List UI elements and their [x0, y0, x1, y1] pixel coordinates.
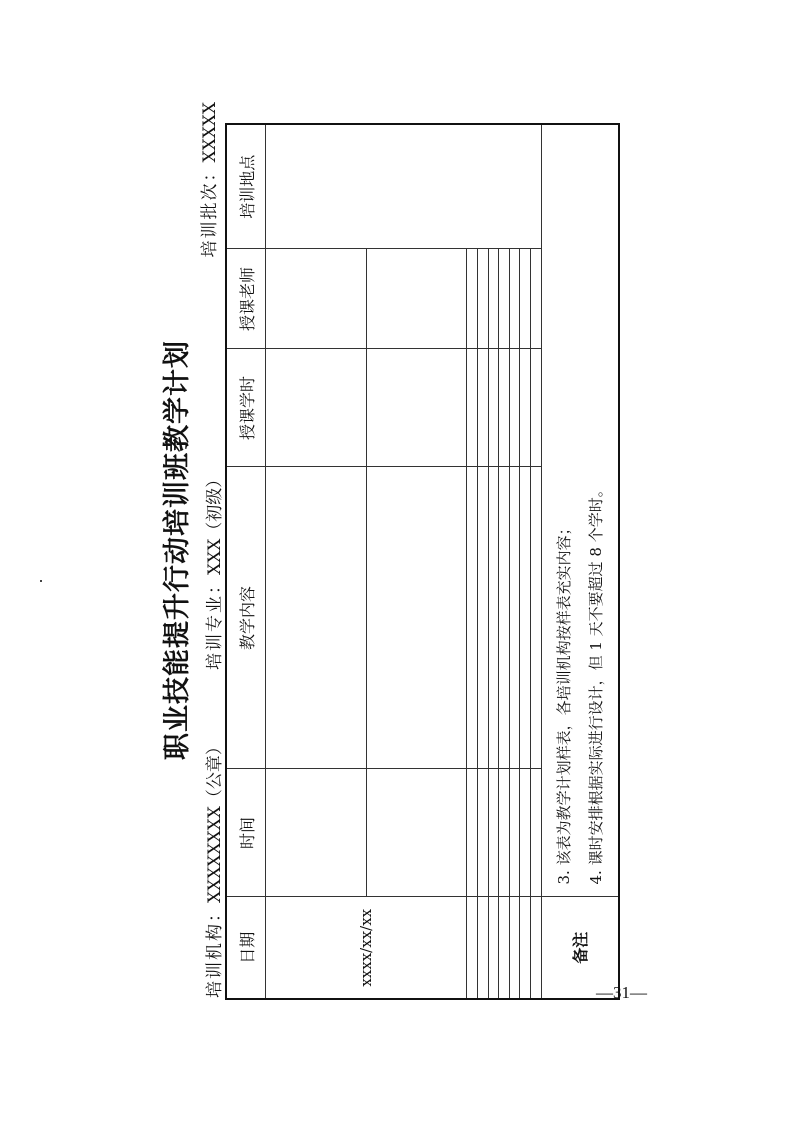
header-date: 日期: [226, 897, 266, 999]
table-cell: [509, 467, 520, 769]
page-number: —31—: [596, 983, 647, 1002]
header-teacher: 授课老师: [226, 249, 266, 349]
table-cell: [499, 467, 510, 769]
table-cell: [366, 249, 467, 349]
table-cell: [488, 769, 499, 897]
table-cell: [488, 897, 499, 999]
table-cell: [530, 249, 541, 349]
note-line-4: 4. 课时安排根据实际进行设计，但 1 天不要超过 8 个学时。: [586, 482, 605, 885]
table-row: [366, 124, 467, 999]
table-cell: [499, 249, 510, 349]
table-row: [520, 124, 531, 999]
table-cell: [520, 249, 531, 349]
training-batch-value: XXXXX: [200, 102, 220, 163]
table-row: [477, 124, 488, 999]
table-row: [467, 124, 478, 999]
header-time: 时间: [226, 769, 266, 897]
notes-label: 备注: [541, 897, 619, 999]
table-row: [488, 124, 499, 999]
table-cell: [477, 897, 488, 999]
table-cell: [530, 349, 541, 467]
table-cell-date: xxxx/xx/xx: [266, 897, 467, 999]
teaching-plan-table: [225, 123, 620, 1000]
training-major-value: XXX（初级）: [205, 470, 225, 575]
table-cell: [488, 249, 499, 349]
training-batch-label: 培训批次：: [200, 162, 220, 258]
table-cell: [499, 349, 510, 467]
document-title: 职业技能提升行动培训班教学计划: [162, 340, 193, 760]
table-cell: [266, 467, 367, 769]
training-batch: [195, 102, 220, 258]
table-cell: [509, 349, 520, 467]
header-hours: 授课学时: [226, 349, 266, 467]
table-cell: [509, 249, 520, 349]
table-cell-location: [266, 124, 542, 249]
table-cell: [477, 467, 488, 769]
table-cell: [467, 249, 478, 349]
table-cell: [488, 467, 499, 769]
table-cell: [520, 769, 531, 897]
rotated-page-content: [155, 100, 625, 1000]
header-content: 教学内容: [226, 467, 266, 769]
training-org-label: 培训机构：: [205, 903, 225, 998]
notes-row: [541, 124, 619, 999]
table-cell: [477, 349, 488, 467]
table-cell: [266, 249, 367, 349]
table-cell: [530, 897, 541, 999]
notes-content: [541, 124, 619, 897]
training-org: [200, 738, 225, 998]
table-cell: [499, 769, 510, 897]
table-cell: [467, 349, 478, 467]
note-line-3: 3. 该表为教学计划样表，各培训机构按样表充实内容；: [554, 520, 573, 885]
table-cell: [509, 897, 520, 999]
training-major: [200, 471, 225, 670]
table-cell: [477, 249, 488, 349]
training-major-label: 培训专业：: [205, 575, 225, 670]
table-row: [509, 124, 520, 999]
table-cell: [467, 769, 478, 897]
table-row: [499, 124, 510, 999]
table-cell: [520, 349, 531, 467]
table-cell: [520, 467, 531, 769]
table-cell: [467, 467, 478, 769]
header-location: 培训地点: [226, 124, 266, 249]
table-cell: [488, 349, 499, 467]
training-org-value: XXXXXXXX（公章）: [205, 738, 225, 903]
table-cell: [499, 897, 510, 999]
table-cell: [530, 467, 541, 769]
table-row: [530, 124, 541, 999]
table-cell: [266, 769, 367, 897]
table-cell: [530, 769, 541, 897]
table-cell: [366, 467, 467, 769]
table-cell: [366, 769, 467, 897]
table-cell: [467, 897, 478, 999]
table-cell: [520, 897, 531, 999]
table-cell: [509, 769, 520, 897]
table-row: [266, 124, 367, 999]
table-header-row: [226, 124, 266, 999]
table-cell: [366, 349, 467, 467]
table-cell: [266, 349, 367, 467]
table-cell: [477, 769, 488, 897]
scan-speck: [40, 580, 42, 582]
